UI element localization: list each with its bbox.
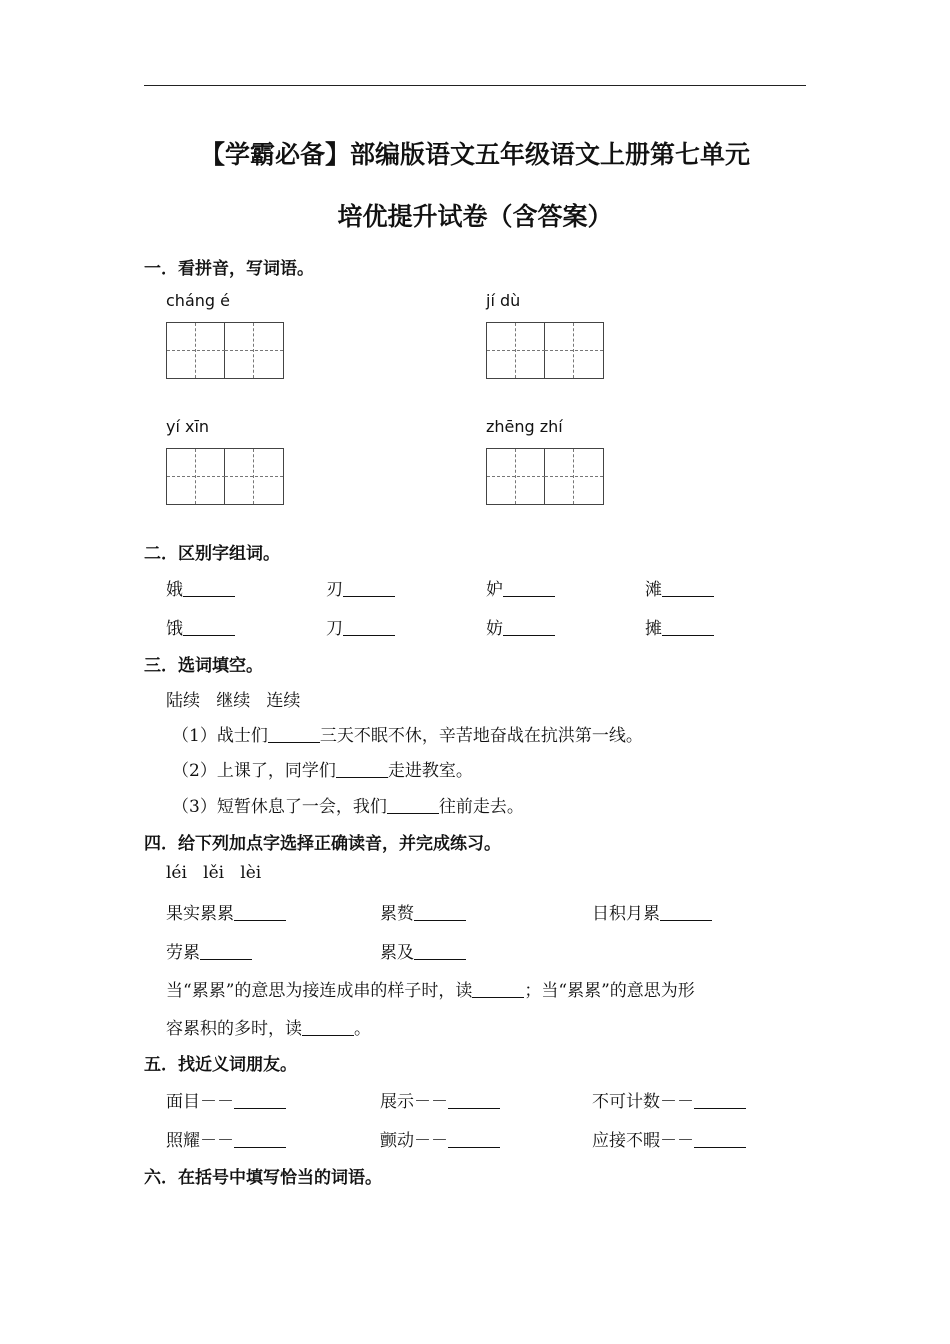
- word-item: 累赘: [380, 899, 466, 924]
- word-options: 陆续 继续 连续: [166, 691, 301, 711]
- answer-blank[interactable]: [234, 903, 286, 921]
- char-item: 妒: [486, 575, 555, 600]
- synonym-item: 展示－－: [380, 1087, 500, 1112]
- answer-blank[interactable]: [414, 942, 466, 960]
- answer-blank[interactable]: [302, 1018, 354, 1036]
- answer-blank[interactable]: [662, 579, 714, 597]
- pinyin-label-2: jí dù: [486, 291, 521, 310]
- answer-blank[interactable]: [183, 618, 235, 636]
- pinyin-label-1: cháng é: [166, 291, 230, 310]
- section-1-heading: 一．看拼音，写词语。: [144, 259, 314, 279]
- pronunciation-options: léi lěi lèi: [166, 863, 262, 883]
- page-title-line2: 培优提升试卷（含答案）: [337, 202, 613, 231]
- word-item: 累及: [380, 938, 466, 963]
- writing-grid-2[interactable]: [486, 322, 604, 379]
- pinyin-label-4: zhēng zhí: [486, 417, 563, 436]
- writing-grid-4[interactable]: [486, 448, 604, 505]
- answer-blank[interactable]: [343, 579, 395, 597]
- answer-blank[interactable]: [234, 1091, 286, 1109]
- word-item: 劳累: [166, 938, 252, 963]
- char-item: 滩: [645, 575, 714, 600]
- answer-blank[interactable]: [694, 1130, 746, 1148]
- answer-blank[interactable]: [448, 1091, 500, 1109]
- char-item: 娥: [166, 575, 235, 600]
- synonym-item: 面目－－: [166, 1087, 286, 1112]
- synonym-item: 照耀－－: [166, 1126, 286, 1151]
- synonym-item: 应接不暇－－: [592, 1126, 746, 1151]
- char-item: 刃: [326, 575, 395, 600]
- answer-blank[interactable]: [268, 725, 320, 743]
- synonym-item: 颤动－－: [380, 1126, 500, 1151]
- question-3-2: （2）上课了，同学们 走进教室。: [172, 761, 473, 781]
- page-title-line1: 【学霸必备】部编版语文五年级语文上册第七单元: [199, 140, 750, 169]
- section-3-heading: 三．选词填空。: [144, 656, 263, 676]
- section-4-heading: 四．给下列加点字选择正确读音，并完成练习。: [144, 834, 501, 854]
- answer-blank[interactable]: [343, 618, 395, 636]
- answer-blank[interactable]: [694, 1091, 746, 1109]
- section-6-heading: 六．在括号中填写恰当的词语。: [144, 1168, 382, 1188]
- answer-blank[interactable]: [234, 1130, 286, 1148]
- pinyin-label-3: yí xīn: [166, 417, 210, 436]
- answer-blank[interactable]: [448, 1130, 500, 1148]
- writing-grid-1[interactable]: [166, 322, 284, 379]
- answer-blank[interactable]: [660, 903, 712, 921]
- char-item: 妨: [486, 614, 555, 639]
- question-3-1: （1）战士们 三天不眠不休，辛苦地奋战在抗洪第一线。: [172, 726, 643, 746]
- answer-blank[interactable]: [662, 618, 714, 636]
- answer-blank[interactable]: [387, 796, 439, 814]
- answer-blank[interactable]: [503, 618, 555, 636]
- char-item: 刀: [326, 614, 395, 639]
- section-2-heading: 二．区别字组词。: [144, 544, 280, 564]
- char-item: 摊: [645, 614, 714, 639]
- paragraph-line-2: 容累积的多时，读 。: [166, 1019, 371, 1039]
- answer-blank[interactable]: [183, 579, 235, 597]
- answer-blank[interactable]: [414, 903, 466, 921]
- answer-blank[interactable]: [336, 760, 388, 778]
- char-item: 饿: [166, 614, 235, 639]
- word-item: 日积月累: [592, 899, 712, 924]
- writing-grid-3[interactable]: [166, 448, 284, 505]
- synonym-item: 不可计数－－: [592, 1087, 746, 1112]
- section-5-heading: 五．找近义词朋友。: [144, 1055, 297, 1075]
- answer-blank[interactable]: [472, 980, 524, 998]
- answer-blank[interactable]: [503, 579, 555, 597]
- answer-blank[interactable]: [200, 942, 252, 960]
- paragraph-line-1: 当“累累”的意思为接连成串的样子时，读 ；当“累累”的意思为形: [166, 981, 695, 1001]
- word-item: 果实累累: [166, 899, 286, 924]
- header-rule: [144, 85, 806, 86]
- question-3-3: （3）短暂休息了一会，我们 往前走去。: [172, 797, 524, 817]
